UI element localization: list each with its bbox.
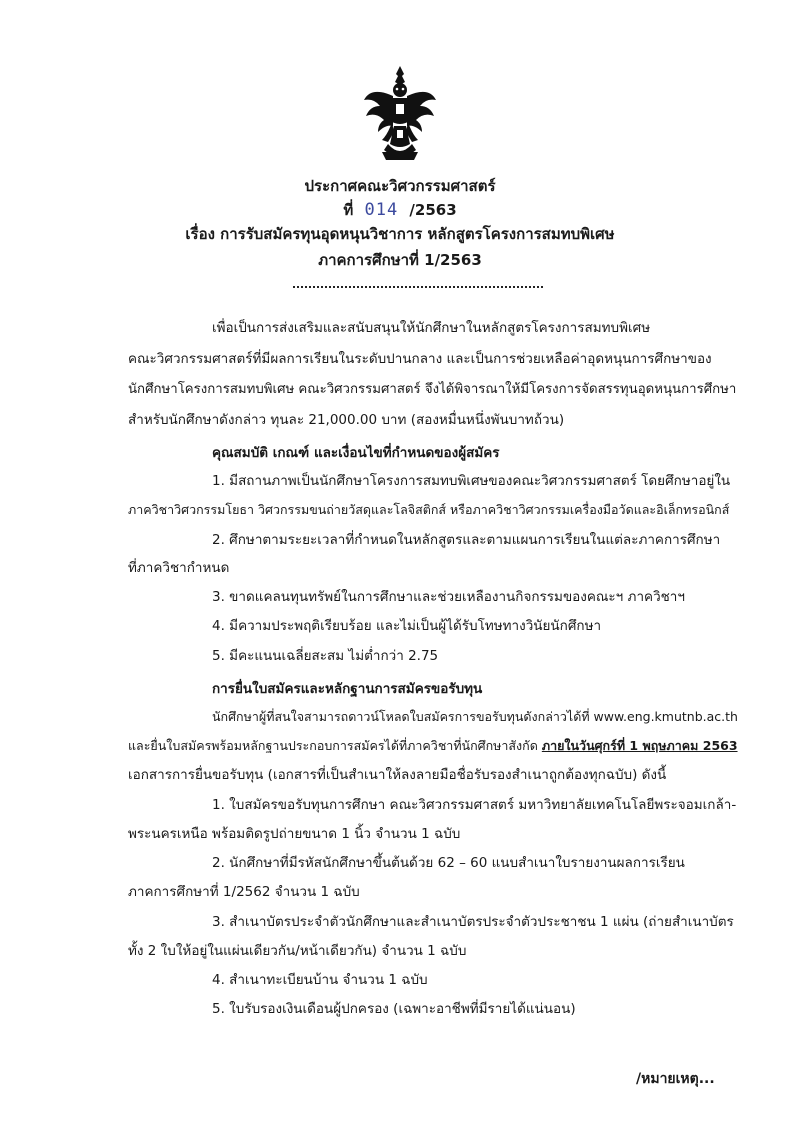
intro-line: สำหรับนักศึกษาดังกล่าว ทุนละ 21,000.00 บาท (สองหมื่นหนึ่งพันบาทถ้วน)	[128, 412, 565, 428]
garuda-emblem-icon	[362, 64, 438, 162]
document-line: พระนครเหนือ พร้อมติดรูปถ่ายขนาด 1 นิ้ว จำนวน 1 ฉบับ	[128, 826, 461, 842]
application-line: เอกสารการยื่นขอรับทุน (เอกสารที่เป็นสำเนาให้ลงลายมือชื่อรับรองสำเนาถูกต้องทุกฉบับ) ดังนี้	[128, 767, 667, 783]
number-suffix: /2563	[409, 201, 457, 219]
qualifications-heading: คุณสมบัติ เกณฑ์ และเงื่อนไขที่กำหนดของผู้สมัคร	[212, 445, 500, 461]
intro-line: นักศึกษาโครงการสมทบพิเศษ คณะวิศวกรรมศาสตร์ จึงได้พิจารณาให้มีโครงการจัดสรรทุนอุดหนุนการศึกษา	[128, 382, 737, 397]
document-line: 1. ใบสมัครขอรับทุนการศึกษา คณะวิศวกรรมศาสตร์ มหาวิทยาลัยเทคโนโลยีพระจอมเกล้า-	[212, 797, 737, 813]
qualification-line: 2. ศึกษาตามระยะเวลาที่กำหนดในหลักสูตรและตามแผนการเรียนในแต่ละภาคการศึกษา	[212, 532, 721, 548]
qualification-line: 3. ขาดแคลนทุนทรัพย์ในการศึกษาและช่วยเหลืองานกิจกรรมของคณะฯ ภาควิชาฯ	[212, 589, 685, 605]
intro-line: คณะวิศวกรรมศาสตร์ที่มีผลการเรียนในระดับปานกลาง และเป็นการช่วยเหลือค่าอุดหนุนการศึกษาของ	[128, 351, 712, 367]
announcement-subject: เรื่อง การรับสมัครทุนอุดหนุนวิชาการ หลักสูตรโครงการสมทบพิเศษ	[185, 225, 615, 243]
continued-marker: /หมายเหตุ...	[636, 1071, 715, 1087]
application-line: นักศึกษาผู้ที่สนใจสามารถดาวน์โหลดใบสมัครการขอรับทุนดังกล่าวได้ที่ www.eng.kmutnb.ac.th	[212, 709, 738, 724]
document-line: ทั้ง 2 ใบให้อยู่ในแผ่นเดียวกัน/หน้าเดียวกัน) จำนวน 1 ฉบับ	[128, 943, 467, 959]
handwritten-number: 014	[364, 200, 399, 220]
number-prefix: ที่	[343, 201, 354, 219]
intro-line: เพื่อเป็นการส่งเสริมและสนับสนุนให้นักศึกษาในหลักสูตรโครงการสมทบพิเศษ	[212, 320, 651, 336]
announcement-number	[0, 198, 800, 222]
dotted-divider	[293, 286, 543, 288]
document-line: 3. สำเนาบัตรประจำตัวนักศึกษาและสำเนาบัตรประจำตัวประชาชน 1 แผ่น (ถ่ายสำเนาบัตร	[212, 914, 734, 930]
qualification-line: 5. มีคะแนนเฉลี่ยสะสม ไม่ต่ำกว่า 2.75	[212, 648, 439, 664]
application-deadline: ภายในวันศุกร์ที่ 1 พฤษภาคม 2563	[541, 738, 738, 753]
application-line	[128, 736, 738, 756]
document-line: 2. นักศึกษาที่มีรหัสนักศึกษาขึ้นต้นด้วย 62 – 60 แนบสำเนาใบรายงานผลการเรียน	[212, 855, 685, 871]
qualification-line: ภาควิชาวิศวกรรมโยธา วิศวกรรมขนถ่ายวัสดุและโลจิสติกส์ หรือภาควิชาวิศวกรรมเครื่องมือวัดและอิเล็กทรอนิกส์	[128, 502, 730, 517]
qualification-line: ที่ภาควิชากำหนด	[128, 560, 230, 576]
document-line: 4. สำเนาทะเบียนบ้าน จำนวน 1 ฉบับ	[212, 972, 428, 988]
application-line-text: และยื่นใบสมัครพร้อมหลักฐานประกอบการสมัครได้ที่ภาควิชาที่นักศึกษาสังกัด	[128, 738, 542, 753]
document-line: ภาคการศึกษาที่ 1/2562 จำนวน 1 ฉบับ	[128, 884, 360, 900]
application-heading: การยื่นใบสมัครและหลักฐานการสมัครขอรับทุน	[212, 681, 483, 697]
announcement-term: ภาคการศึกษาที่ 1/2563	[318, 251, 482, 269]
qualification-line: 1. มีสถานภาพเป็นนักศึกษาโครงการสมทบพิเศษของคณะวิศวกรรมศาสตร์ โดยศึกษาอยู่ใน	[212, 473, 731, 489]
qualification-line: 4. มีความประพฤติเรียบร้อย และไม่เป็นผู้ได้รับโทษทางวินัยนักศึกษา	[212, 618, 602, 634]
document-line: 5. ใบรับรองเงินเดือนผู้ปกครอง (เฉพาะอาชีพที่มีรายได้แน่นอน)	[212, 1001, 576, 1017]
announcement-title: ประกาศคณะวิศวกรรมศาสตร์	[304, 177, 496, 195]
